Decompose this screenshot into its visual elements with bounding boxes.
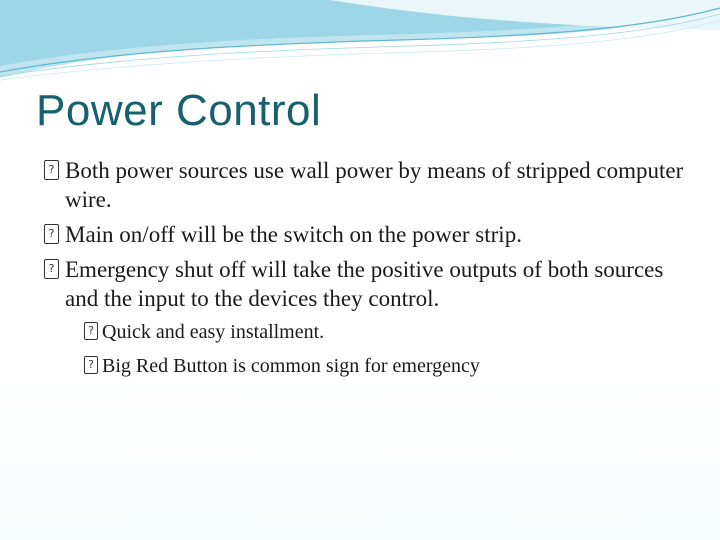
bullet-item [44,220,694,249]
bullet-list [44,156,694,387]
bullet-glyph-icon: ? [44,259,59,279]
bullet-glyph-icon: ? [44,224,59,244]
bullet-glyph-icon: ? [84,356,98,374]
header-wave-decoration [0,0,720,90]
bullet-text: Both power sources use wall power by means of stripped computer wire. [65,158,684,212]
bullet-text: Emergency shut off will take the positive outputs of both sources and the input to the devices they control. [65,257,664,311]
sub-bullet-text: Quick and easy installment. [102,321,325,343]
bullet-item [44,156,694,214]
slide-title: Power Control [36,86,322,135]
bullet-item [44,255,694,313]
bullet-glyph-icon: ? [84,322,98,340]
bullet-text: Main on/off will be the switch on the power strip. [65,222,522,247]
bullet-glyph-icon: ? [44,160,59,180]
sub-bullet-text: Big Red Button is common sign for emergency [102,355,480,377]
sub-bullet-item [44,353,694,379]
sub-bullet-item [44,319,694,345]
